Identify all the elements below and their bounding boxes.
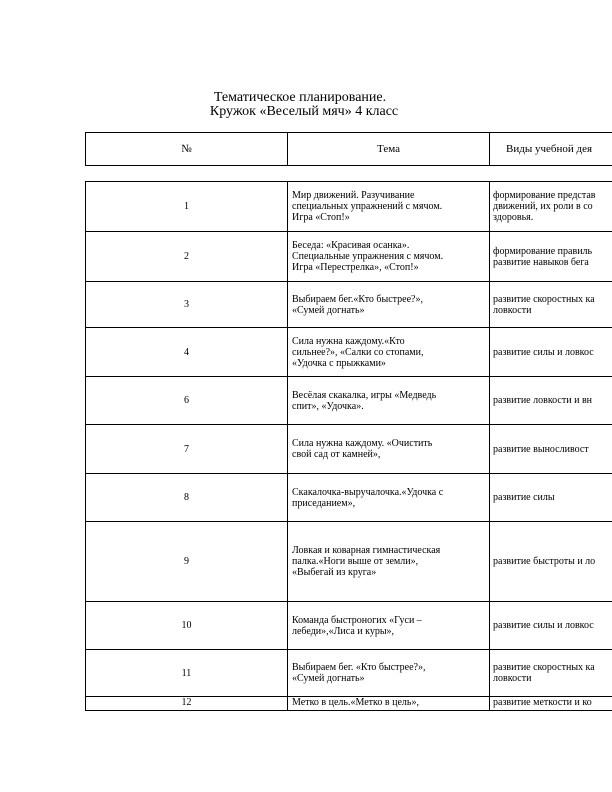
row-number: 2	[86, 232, 288, 282]
activity-line: здоровья.	[493, 212, 534, 223]
row-activity	[490, 650, 612, 697]
row-number: 11	[86, 650, 288, 697]
activity-line: развитие силы и ловкос	[493, 620, 594, 631]
activity-line: формирование представ	[493, 190, 596, 201]
topic-line: Беседа: «Красивая осанка».	[292, 240, 410, 251]
table-row	[86, 377, 612, 425]
activity-line: движений, их роли в со	[493, 201, 593, 212]
topic-line: «Сумей догнать»	[292, 304, 365, 316]
activity-line: формирование правиль	[493, 245, 593, 257]
table-row	[86, 182, 612, 232]
header-topic: Тема	[288, 133, 490, 166]
activity-line: развитие навыков бега	[493, 256, 589, 268]
row-topic	[288, 425, 490, 474]
topic-line: Сила нужна каждому.«Кто	[292, 335, 405, 347]
row-topic	[288, 182, 490, 232]
topic-line: спит», «Удочка».	[292, 400, 364, 412]
row-number: 10	[86, 602, 288, 650]
row-activity	[490, 282, 612, 328]
topic-line: Мир движений. Разучивание	[292, 190, 415, 201]
row-number: 12	[86, 697, 288, 711]
row-activity	[490, 328, 612, 377]
title-line-1: Тематическое планирование.	[213, 90, 387, 105]
topic-line: Скакалочка-выручалочка.«Удочка с	[292, 486, 444, 498]
topic-line: Выбираем бег.«Кто быстрее?»,	[292, 293, 423, 305]
row-number: 6	[86, 377, 288, 425]
header-row	[86, 133, 612, 166]
row-topic	[288, 377, 490, 425]
activity-line: развитие скоростных ка	[493, 293, 595, 305]
header-number: №	[86, 133, 288, 166]
topic-line: лебеди»,«Лиса и куры»,	[292, 625, 395, 637]
row-number: 4	[86, 328, 288, 377]
activity-line: развитие силы	[493, 492, 555, 503]
plan-table	[85, 181, 612, 711]
topic-line: Специальные упражнения с мячом.	[292, 251, 444, 262]
activity-line: развитие меткости и ко	[493, 697, 592, 708]
row-activity	[490, 602, 612, 650]
activity-line: развитие ловкости и вн	[493, 395, 593, 406]
activity-line: развитие силы и ловкос	[493, 346, 594, 358]
topic-line: Весёлая скакалка, игры «Медведь	[292, 389, 437, 401]
row-activity	[490, 697, 612, 711]
row-number: 8	[86, 474, 288, 522]
topic-line: специальных упражнений с мячом.	[292, 201, 443, 212]
row-topic	[288, 328, 490, 377]
topic-line: Выбираем бег. «Кто быстрее?»,	[292, 662, 426, 673]
row-topic	[288, 282, 490, 328]
activity-line: развитие быстроты и ло	[493, 556, 596, 567]
topic-line: «Удочка с прыжками»	[292, 357, 386, 369]
topic-line: Игра «Стоп!»	[292, 212, 350, 223]
table-row	[86, 650, 612, 697]
row-activity	[490, 182, 612, 232]
activity-line: ловкости	[493, 673, 532, 684]
topic-line: «Сумей догнать»	[292, 673, 365, 684]
row-topic	[288, 650, 490, 697]
row-topic	[288, 697, 490, 711]
table-row	[86, 602, 612, 650]
plan-table-body	[86, 182, 612, 711]
row-topic	[288, 474, 490, 522]
table-row	[86, 697, 612, 711]
document-title	[0, 91, 612, 119]
row-number: 9	[86, 522, 288, 602]
title-line-2: Кружок «Веселый мяч» 4 класс	[209, 104, 399, 119]
topic-line: свой сад от камней»,	[292, 449, 381, 460]
table-header	[85, 132, 612, 166]
topic-line: Сила нужна каждому. «Очистить	[292, 438, 433, 449]
row-activity	[490, 377, 612, 425]
topic-line: палка.«Ноги выше от земли»,	[292, 556, 419, 567]
row-topic	[288, 522, 490, 602]
row-activity	[490, 232, 612, 282]
topic-line: Метко в цель.«Метко в цель»,	[292, 697, 419, 708]
table-row	[86, 522, 612, 602]
row-number: 7	[86, 425, 288, 474]
topic-line: приседанием»,	[292, 497, 356, 509]
table-row	[86, 425, 612, 474]
topic-line: сильнее?», «Салки со стопами,	[292, 346, 424, 358]
table-row	[86, 232, 612, 282]
activity-line: развитие выносливост	[493, 443, 589, 455]
row-number: 3	[86, 282, 288, 328]
row-activity	[490, 425, 612, 474]
activity-line: ловкости	[493, 304, 532, 316]
topic-line: Ловкая и коварная гимнастическая	[292, 545, 441, 556]
table-row	[86, 328, 612, 377]
activity-line: развитие скоростных ка	[493, 662, 595, 673]
row-activity	[490, 522, 612, 602]
row-activity	[490, 474, 612, 522]
table-row	[86, 474, 612, 522]
header-activity: Виды учебной дея	[490, 133, 612, 166]
topic-line: «Выбегай из круга»	[292, 567, 377, 578]
row-topic	[288, 232, 490, 282]
row-number: 1	[86, 182, 288, 232]
topic-line: Игра «Перестрелка», «Стоп!»	[292, 262, 419, 273]
row-topic	[288, 602, 490, 650]
topic-line: Команда быстроногих «Гуси –	[292, 614, 422, 626]
table-row	[86, 282, 612, 328]
